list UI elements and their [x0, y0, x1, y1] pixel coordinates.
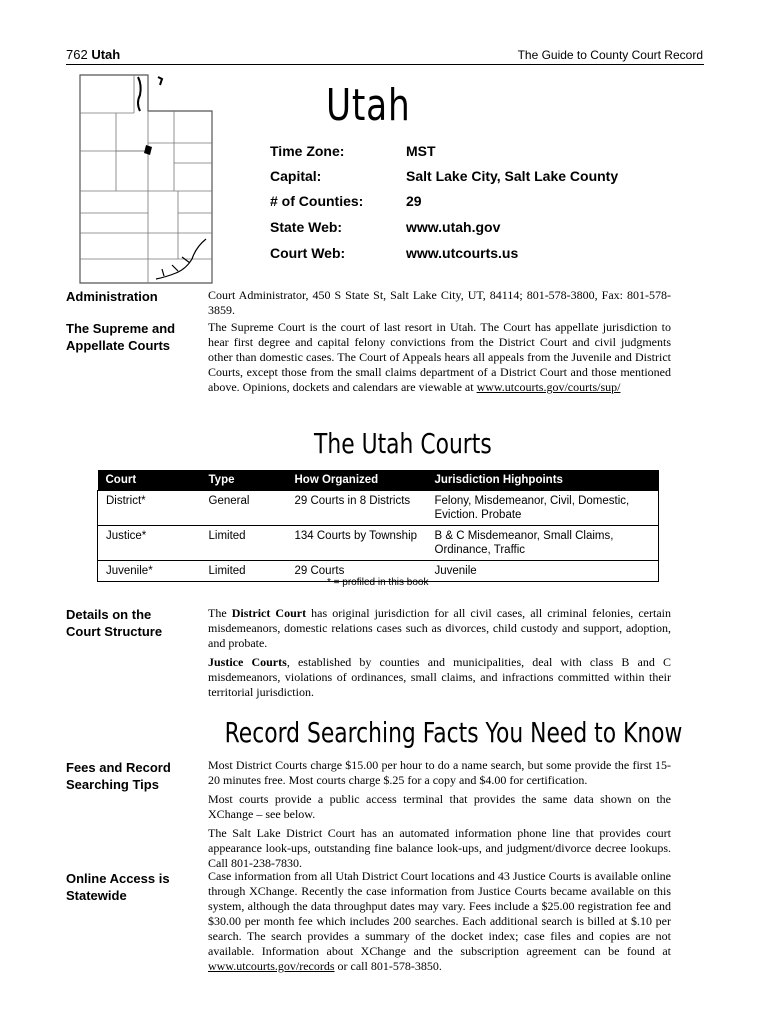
online-label — [66, 870, 170, 904]
header-state: Utah — [91, 47, 121, 62]
fact-value: MST — [406, 143, 436, 159]
details-p1-post: has original jurisdiction for all civil cases, all criminal felonies, certain misdemeanors, domestic relations cases such as divorces, child custody and support, adoption, and probate. — [208, 606, 671, 650]
fact-label: State Web: — [270, 219, 343, 235]
fact-label: Court Web: — [270, 245, 346, 261]
page-number: 762 — [66, 47, 88, 62]
fees-text — [208, 758, 671, 875]
supreme-label — [66, 320, 175, 354]
administration-paragraph: Court Administrator, 450 S State St, Salt Lake City, UT, 84114; 801-578-3800, Fax: 801-578-3859. — [208, 288, 671, 317]
justice-courts-term: Justice Courts — [208, 655, 287, 669]
table-row — [98, 491, 659, 526]
online-label-line1: Online Access is — [66, 871, 170, 886]
records-link[interactable]: www.utcourts.gov/records — [208, 959, 335, 973]
col-header-type: Type — [201, 470, 287, 491]
fees-paragraph-3: The Salt Lake District Court has an automated information phone line that provides court appearance look-ups, outstanding fine balance look-ups, and judgment/divorce decree lookups. Call 801-238-7830. — [208, 826, 671, 870]
details-paragraph-1 — [208, 606, 671, 651]
supreme-label-line1: The Supreme and — [66, 321, 176, 336]
cell-type: General — [201, 491, 287, 526]
col-header-organized: How Organized — [287, 470, 427, 491]
supreme-link[interactable]: www.utcourts.gov/courts/sup/ — [476, 380, 621, 394]
district-court-term: District Court — [231, 606, 307, 620]
fees-label — [66, 759, 171, 793]
cell-type: Limited — [201, 561, 287, 582]
supreme-label-line2: Appellate Courts — [66, 338, 171, 353]
cell-organized: 29 Courts in 8 Districts — [287, 491, 427, 526]
table-footnote: * = profiled in this book — [327, 577, 429, 588]
online-text-end: or call 801-578-3850. — [334, 959, 442, 973]
cell-organized: 29 Courts — [287, 561, 427, 582]
online-label-line2: Statewide — [66, 888, 127, 903]
cell-court: Justice* — [98, 526, 201, 561]
details-label — [66, 606, 162, 640]
online-paragraph: Case information from all Utah District Court locations and 43 Justice Courts is available online through XChange. Recently the case information from Justice Courts became available on this system, although the data throughput dates may vary. Fees include a $25.00 registration fee and $30.00 per month fee which includes 200 searches. Each additional search is billed at $.10 per search. The search provides a summary of the docket index; case files and copies are not available. Information about XChange and the subscription agreement can be found at — [208, 869, 671, 958]
cell-type: Limited — [201, 526, 287, 561]
fees-label-line1: Fees and Record — [66, 760, 171, 775]
record-section-title: Record Searching Facts You Need to Know — [224, 716, 683, 749]
utah-county-map-icon — [78, 73, 214, 285]
courts-section-title: The Utah Courts — [314, 427, 492, 460]
supreme-text — [208, 320, 671, 399]
supreme-paragraph: The Supreme Court is the court of last resort in Utah. The Court has appellate jurisdiction to hear first degree and capital felony convictions from the District Court and civil judgments other than domestic cases. The Court of Appeals hears all appeals from the Juvenile and District Courts, except those from the small claims department of a District Court and those mentioned above. Opinions, dockets and calendars are viewable at — [208, 320, 671, 394]
fact-label: Time Zone: — [270, 143, 345, 159]
online-text — [208, 869, 671, 978]
cell-jurisdiction: Juvenile — [427, 561, 659, 582]
fees-paragraph-1: Most District Courts charge $15.00 per hour to do a name search, but some provide the first 15-20 minutes free. Most courts charge $.25 for a copy and $4.00 for certification. — [208, 758, 671, 787]
cell-jurisdiction: Felony, Misdemeanor, Civil, Domestic, Eviction. Probate — [427, 491, 659, 526]
fact-value: 29 — [406, 193, 422, 209]
details-label-line2: Court Structure — [66, 624, 163, 639]
fact-label: # of Counties: — [270, 193, 364, 209]
fact-value: www.utcourts.us — [406, 245, 519, 261]
col-header-court: Court — [98, 470, 201, 491]
col-header-jurisdiction: Jurisdiction Highpoints — [427, 470, 659, 491]
details-text — [208, 606, 671, 704]
administration-label: Administration — [66, 289, 158, 304]
state-title: Utah — [326, 80, 411, 131]
page-header-left — [66, 47, 120, 62]
details-p2-post: , established by counties and municipalities, deal with class B and C misdemeanors, violations of ordinances, small claims, and infractions committed within their territorial jurisdiction. — [208, 655, 671, 699]
book-title: The Guide to County Court Record — [517, 48, 703, 62]
cell-court: Juvenile* — [98, 561, 201, 582]
cell-jurisdiction: B & C Misdemeanor, Small Claims, Ordinance, Traffic — [427, 526, 659, 561]
fees-label-line2: Searching Tips — [66, 777, 159, 792]
details-p1-pre: The — [208, 606, 232, 620]
administration-text — [208, 288, 671, 322]
details-paragraph-2 — [208, 655, 671, 700]
courts-table-header — [98, 470, 659, 491]
fact-value: www.utah.gov — [406, 219, 501, 235]
details-label-line1: Details on the — [66, 607, 152, 622]
cell-organized: 134 Courts by Township — [287, 526, 427, 561]
fact-value: Salt Lake City, Salt Lake County — [406, 168, 619, 184]
fact-label: Capital: — [270, 168, 322, 184]
header-rule — [66, 64, 704, 65]
cell-court: District* — [98, 491, 201, 526]
fees-paragraph-2: Most courts provide a public access terminal that provides the same data shown on the XChange – see below. — [208, 792, 671, 821]
courts-table — [97, 470, 659, 582]
table-row — [98, 526, 659, 561]
